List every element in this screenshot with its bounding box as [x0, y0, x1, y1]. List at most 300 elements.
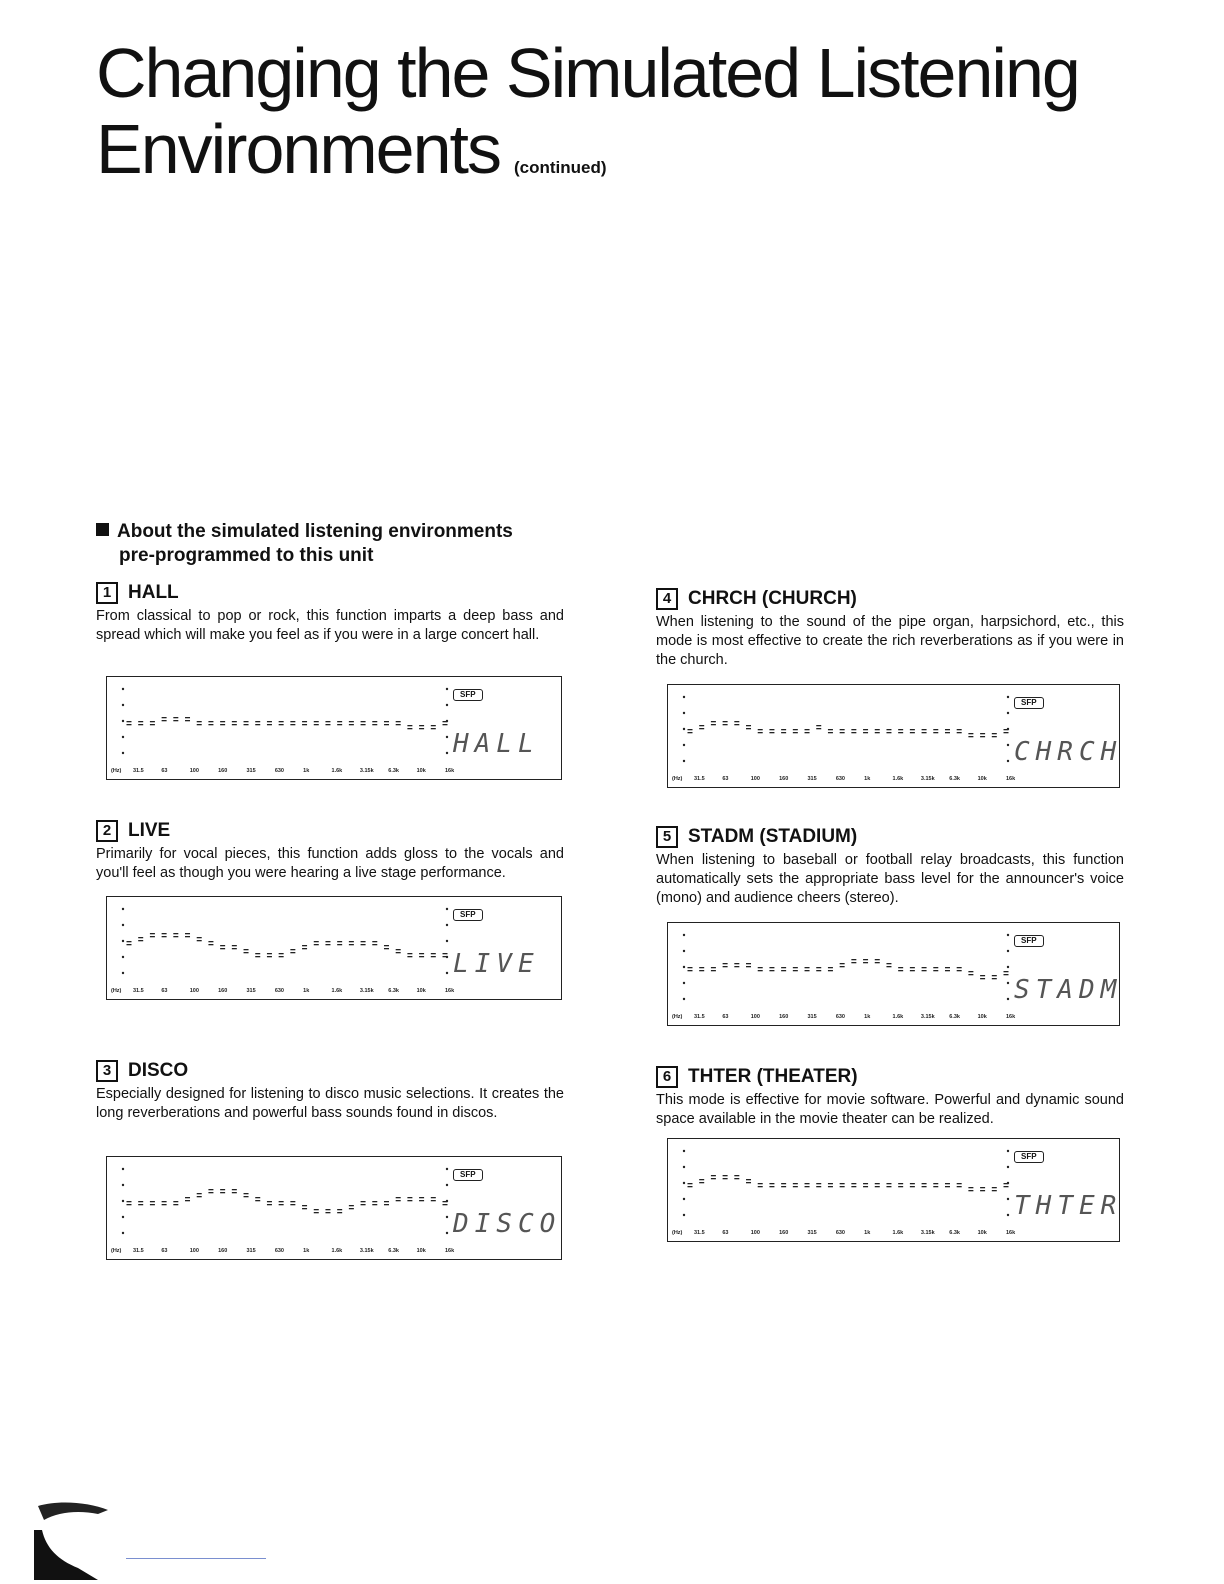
left-guide-dot	[122, 736, 124, 738]
eq-dash	[384, 1204, 389, 1205]
left-guide-dot	[122, 704, 124, 706]
eq-dash	[197, 1193, 202, 1194]
display-panel-church	[667, 684, 1123, 788]
eq-dash	[197, 940, 202, 941]
section-title: THTER (THEATER)	[688, 1066, 858, 1087]
eq-dash	[384, 1201, 389, 1202]
eq-dash	[372, 724, 377, 725]
eq-dash	[945, 732, 950, 733]
title-line-1: Changing the Simulated Listening	[96, 34, 1079, 112]
segment-display-text: LIVE	[453, 949, 540, 979]
eq-dash	[933, 970, 938, 971]
eq-dash	[816, 725, 821, 726]
eq-dash	[349, 941, 354, 942]
display-panel-live	[106, 896, 562, 1000]
eq-dash	[781, 732, 786, 733]
eq-dash	[431, 956, 436, 957]
eq-dash	[290, 949, 295, 950]
freq-label: 3.15k	[359, 768, 374, 774]
intro-line-1: About the simulated listening environments	[117, 521, 513, 542]
eq-dash	[384, 945, 389, 946]
eq-dash	[279, 953, 284, 954]
left-guide-dot	[683, 1214, 685, 1216]
eq-dash	[875, 729, 880, 730]
freq-label: 160	[218, 988, 228, 994]
eq-dash	[267, 721, 272, 722]
freq-label: 10k	[977, 1014, 987, 1020]
eq-dash	[723, 966, 728, 967]
eq-dash	[805, 1186, 810, 1187]
eq-dash	[244, 721, 249, 722]
eq-dash	[863, 1183, 868, 1184]
eq-dash	[688, 967, 693, 968]
eq-dash	[816, 1186, 821, 1187]
eq-dash	[769, 729, 774, 730]
eq-dash	[361, 941, 366, 942]
right-guide-dot	[1007, 744, 1009, 746]
segment-display-text: STADM	[1014, 975, 1123, 1005]
eq-dash	[828, 1186, 833, 1187]
eq-dash	[898, 1186, 903, 1187]
section-number: 3	[96, 1060, 118, 1082]
section-heading	[656, 826, 1124, 848]
eq-dash	[840, 729, 845, 730]
freq-label: 1.6k	[331, 988, 343, 994]
eq-dash	[407, 956, 412, 957]
right-guide-dot	[1007, 1166, 1009, 1168]
freq-label: 10k	[977, 776, 987, 782]
eq-dash	[758, 732, 763, 733]
eq-dash	[255, 956, 260, 957]
eq-dash	[407, 1197, 412, 1198]
freq-label: 1.6k	[331, 1248, 343, 1254]
freq-label: 1k	[864, 1230, 871, 1236]
eq-dash	[443, 1204, 448, 1205]
eq-dash	[992, 975, 997, 976]
eq-dash	[734, 721, 739, 722]
freq-label: 1.6k	[892, 776, 904, 782]
eq-dash	[699, 1179, 704, 1180]
right-guide-dot	[446, 1216, 448, 1218]
eq-dash	[173, 1201, 178, 1202]
eq-dash	[980, 733, 985, 734]
freq-label: 100	[189, 1248, 199, 1254]
eq-dash	[185, 1200, 190, 1201]
freq-label: 160	[779, 1230, 789, 1236]
eq-dash	[290, 952, 295, 953]
freq-label: 16k	[1006, 1230, 1016, 1236]
eq-dash	[758, 970, 763, 971]
eq-dash	[688, 1183, 693, 1184]
eq-dash	[957, 967, 962, 968]
freq-label: 100	[189, 768, 199, 774]
section-number: 1	[96, 582, 118, 604]
eq-dash	[150, 936, 155, 937]
display-panel-stadium	[667, 922, 1123, 1026]
left-guide-dot	[122, 924, 124, 926]
eq-dash	[769, 1183, 774, 1184]
eq-dash	[185, 1197, 190, 1198]
eq-dash	[945, 970, 950, 971]
eq-dash	[255, 953, 260, 954]
freq-label: 3.15k	[920, 1014, 935, 1020]
right-guide-dot	[446, 940, 448, 942]
eq-dash	[279, 1201, 284, 1202]
eq-dash	[793, 729, 798, 730]
eq-dash	[922, 729, 927, 730]
section-heading	[96, 582, 564, 604]
eq-dash	[431, 725, 436, 726]
right-guide-dot	[446, 688, 448, 690]
left-guide-dot	[683, 982, 685, 984]
eq-dash	[688, 732, 693, 733]
section-body: Primarily for vocal pieces, this function adds gloss to the vocals and you'll feel as though you were hearing a live stage performance.	[96, 846, 564, 881]
eq-dash	[816, 1183, 821, 1184]
eq-dash	[255, 1197, 260, 1198]
right-guide-dot	[1007, 982, 1009, 984]
eq-dash	[279, 1204, 284, 1205]
eq-dash	[337, 1209, 342, 1210]
eq-dash	[863, 729, 868, 730]
eq-dash	[302, 724, 307, 725]
eq-dash	[372, 1201, 377, 1202]
eq-dash	[337, 944, 342, 945]
eq-dash	[127, 941, 132, 942]
eq-dash	[840, 1186, 845, 1187]
eq-dash	[349, 1208, 354, 1209]
eq-dash	[1004, 971, 1009, 972]
eq-dash	[746, 1182, 751, 1183]
eq-dash	[220, 1192, 225, 1193]
eq-dash	[396, 724, 401, 725]
segment-display-text: HALL	[453, 729, 540, 759]
eq-dash	[220, 1189, 225, 1190]
eq-dash	[805, 970, 810, 971]
eq-dash	[723, 1175, 728, 1176]
left-guide-dot	[683, 998, 685, 1000]
eq-dash	[886, 1183, 891, 1184]
eq-dash	[992, 978, 997, 979]
eq-dash	[793, 967, 798, 968]
eq-dash	[968, 733, 973, 734]
eq-dash	[244, 1196, 249, 1197]
eq-dash	[793, 1183, 798, 1184]
eq-dash	[699, 1182, 704, 1183]
eq-dash	[711, 967, 716, 968]
eq-dash	[723, 721, 728, 722]
right-guide-dot	[1007, 1198, 1009, 1200]
freq-label: 63	[722, 1230, 729, 1236]
eq-dash	[851, 729, 856, 730]
eq-dash	[816, 967, 821, 968]
eq-dash	[396, 1197, 401, 1198]
eq-dash	[407, 728, 412, 729]
eq-dash	[781, 967, 786, 968]
eq-dash	[208, 721, 213, 722]
left-guide-dot	[683, 1198, 685, 1200]
freq-label: 315	[807, 1230, 817, 1236]
eq-dash	[886, 729, 891, 730]
eq-dash	[851, 962, 856, 963]
eq-dash	[185, 936, 190, 937]
eq-dash	[898, 970, 903, 971]
left-guide-dot	[683, 1150, 685, 1152]
freq-label: (Hz)	[111, 1248, 122, 1254]
eq-dash	[150, 721, 155, 722]
eq-dash	[232, 724, 237, 725]
eq-dash	[255, 721, 260, 722]
eq-dash	[816, 970, 821, 971]
freq-label: 630	[274, 988, 285, 994]
eq-dash	[314, 944, 319, 945]
section-hall	[96, 582, 564, 645]
eq-dash	[980, 975, 985, 976]
segment-display-text: DISCO	[453, 1209, 562, 1239]
section-heading	[96, 820, 564, 842]
eq-dash	[805, 732, 810, 733]
eq-dash	[699, 967, 704, 968]
freq-label: 3.15k	[920, 776, 935, 782]
eq-dash	[431, 953, 436, 954]
eq-dash	[769, 967, 774, 968]
eq-dash	[349, 724, 354, 725]
freq-label: (Hz)	[672, 1230, 683, 1236]
eq-dash	[325, 724, 330, 725]
left-guide-dot	[683, 1166, 685, 1168]
eq-dash	[337, 941, 342, 942]
eq-graph	[107, 677, 561, 779]
segment-display-text: THTER	[1014, 1191, 1123, 1221]
eq-dash	[443, 953, 448, 954]
eq-dash	[185, 717, 190, 718]
eq-dash	[208, 1189, 213, 1190]
eq-dash	[255, 1200, 260, 1201]
section-title: CHRCH (CHURCH)	[688, 588, 857, 609]
left-guide-dot	[683, 950, 685, 952]
sfp-badge: SFP	[453, 909, 483, 921]
eq-dash	[898, 1183, 903, 1184]
eq-dash	[314, 941, 319, 942]
eq-dash	[267, 724, 272, 725]
eq-dash	[758, 729, 763, 730]
freq-label: 630	[274, 1248, 285, 1254]
eq-dash	[372, 1204, 377, 1205]
right-guide-dot	[1007, 966, 1009, 968]
left-guide-dot	[122, 752, 124, 754]
eq-dash	[127, 721, 132, 722]
eq-dash	[232, 948, 237, 949]
freq-label: 31.5	[694, 1230, 705, 1236]
right-guide-dot	[446, 908, 448, 910]
eq-dash	[992, 1187, 997, 1188]
left-guide-dot	[122, 956, 124, 958]
right-guide-dot	[1007, 696, 1009, 698]
eq-dash	[443, 724, 448, 725]
eq-dash	[968, 971, 973, 972]
eq-dash	[933, 1183, 938, 1184]
eq-dash	[361, 721, 366, 722]
freq-label: 315	[807, 1014, 817, 1020]
freq-label: 31.5	[133, 768, 144, 774]
eq-graph	[107, 897, 561, 999]
section-title: DISCO	[128, 1060, 189, 1081]
eq-dash	[138, 721, 143, 722]
eq-dash	[933, 732, 938, 733]
eq-dash	[279, 721, 284, 722]
eq-dash	[1004, 1186, 1009, 1187]
eq-dash	[840, 1183, 845, 1184]
eq-dash	[396, 952, 401, 953]
eq-dash	[162, 720, 167, 721]
eq-dash	[325, 1212, 330, 1213]
eq-dash	[933, 967, 938, 968]
freq-label: 1.6k	[892, 1230, 904, 1236]
eq-dash	[957, 729, 962, 730]
eq-dash	[255, 724, 260, 725]
eq-dash	[349, 721, 354, 722]
left-guide-dot	[122, 1168, 124, 1170]
right-guide-dot	[1007, 998, 1009, 1000]
eq-dash	[361, 1201, 366, 1202]
eq-dash	[407, 953, 412, 954]
eq-dash	[396, 1200, 401, 1201]
eq-dash	[337, 721, 342, 722]
eq-dash	[173, 717, 178, 718]
eq-dash	[828, 729, 833, 730]
eq-dash	[185, 720, 190, 721]
freq-label: 1k	[864, 1014, 871, 1020]
eq-dash	[769, 970, 774, 971]
eq-dash	[851, 1186, 856, 1187]
freq-label: 3.15k	[359, 988, 374, 994]
eq-dash	[688, 729, 693, 730]
freq-label: 315	[246, 988, 256, 994]
eq-dash	[980, 1187, 985, 1188]
sfp-badge: SFP	[453, 1169, 483, 1181]
section-heading	[656, 1066, 1124, 1088]
eq-dash	[384, 721, 389, 722]
eq-dash	[279, 956, 284, 957]
eq-dash	[875, 959, 880, 960]
left-guide-dot	[683, 696, 685, 698]
eq-dash	[769, 1186, 774, 1187]
left-guide-dot	[683, 966, 685, 968]
eq-dash	[372, 721, 377, 722]
left-guide-dot	[683, 1182, 685, 1184]
eq-dash	[886, 1186, 891, 1187]
eq-dash	[419, 1200, 424, 1201]
eq-dash	[372, 941, 377, 942]
section-number: 5	[656, 826, 678, 848]
eq-dash	[150, 1204, 155, 1205]
eq-dash	[933, 729, 938, 730]
eq-dash	[945, 1183, 950, 1184]
eq-dash	[314, 1212, 319, 1213]
eq-dash	[443, 721, 448, 722]
freq-label: 160	[779, 776, 789, 782]
right-guide-dot	[1007, 1150, 1009, 1152]
section-church	[656, 588, 1124, 670]
eq-dash	[688, 1186, 693, 1187]
freq-label: 6.3k	[949, 776, 960, 782]
eq-dash	[840, 732, 845, 733]
eq-dash	[875, 1183, 880, 1184]
eq-dash	[688, 970, 693, 971]
eq-dash	[173, 1204, 178, 1205]
section-body: Especially designed for listening to disco music selections. It creates the long reverberations and powerful bass sounds found in discos.	[96, 1086, 564, 1121]
sfp-badge: SFP	[453, 689, 483, 701]
eq-dash	[711, 1178, 716, 1179]
corner-binding-mark	[28, 1500, 108, 1580]
eq-dash	[781, 1183, 786, 1184]
eq-dash	[805, 1183, 810, 1184]
freq-label: 63	[161, 768, 168, 774]
eq-dash	[150, 724, 155, 725]
eq-dash	[138, 940, 143, 941]
eq-dash	[220, 721, 225, 722]
eq-dash	[922, 1186, 927, 1187]
left-guide-dot	[683, 760, 685, 762]
eq-dash	[863, 959, 868, 960]
freq-label: 63	[722, 1014, 729, 1020]
eq-dash	[734, 963, 739, 964]
eq-dash	[851, 959, 856, 960]
eq-dash	[138, 724, 143, 725]
freq-label: 315	[246, 1248, 256, 1254]
eq-dash	[407, 725, 412, 726]
eq-dash	[1004, 1183, 1009, 1184]
eq-dash	[162, 717, 167, 718]
title-line-2-text: Environments	[96, 110, 500, 188]
freq-label: 3.15k	[359, 1248, 374, 1254]
section-number: 6	[656, 1066, 678, 1088]
right-guide-dot	[446, 924, 448, 926]
eq-dash	[922, 1183, 927, 1184]
freq-label: 10k	[416, 768, 426, 774]
eq-dash	[384, 948, 389, 949]
freq-label: 1k	[303, 768, 310, 774]
eq-dash	[419, 953, 424, 954]
eq-dash	[863, 732, 868, 733]
eq-dash	[699, 728, 704, 729]
bottom-rule	[126, 1558, 266, 1559]
freq-label: 16k	[1006, 1014, 1016, 1020]
eq-dash	[980, 736, 985, 737]
left-guide-dot	[683, 728, 685, 730]
eq-dash	[945, 1186, 950, 1187]
left-guide-dot	[122, 688, 124, 690]
eq-dash	[138, 937, 143, 938]
eq-dash	[325, 941, 330, 942]
freq-label: 6.3k	[388, 768, 399, 774]
eq-dash	[162, 936, 167, 937]
eq-dash	[910, 732, 915, 733]
eq-dash	[793, 970, 798, 971]
freq-label: 6.3k	[388, 988, 399, 994]
eq-graph	[107, 1157, 561, 1259]
freq-label: 160	[779, 1014, 789, 1020]
eq-dash	[933, 1186, 938, 1187]
eq-dash	[851, 732, 856, 733]
eq-dash	[185, 933, 190, 934]
freq-label: 31.5	[133, 988, 144, 994]
eq-dash	[980, 1190, 985, 1191]
eq-dash	[162, 1201, 167, 1202]
section-live	[96, 820, 564, 883]
freq-label: 63	[161, 988, 168, 994]
section-number: 2	[96, 820, 118, 842]
freq-label: 630	[835, 1014, 846, 1020]
